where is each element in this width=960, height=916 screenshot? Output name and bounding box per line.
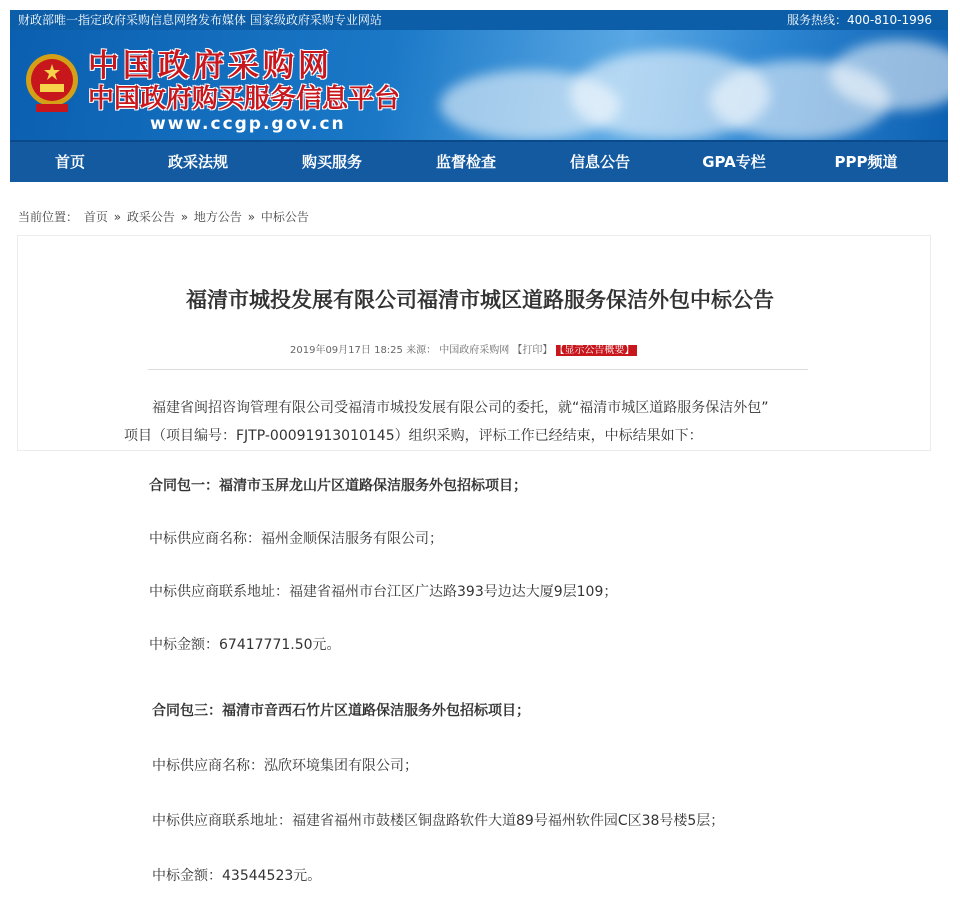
article-meta: [290, 341, 637, 356]
package-1-address: 中标供应商联系地址：福建省福州市台江区广达路393号边达大厦9层109；: [149, 584, 618, 600]
national-emblem-icon: [24, 52, 80, 116]
breadcrumb-separator: »: [247, 210, 256, 224]
nav-item-ppp[interactable]: PPP频道: [834, 153, 898, 171]
package-1-amount: 中标金额：67417771.50元。: [149, 637, 341, 653]
nav-item-gpa[interactable]: GPA专栏: [702, 153, 766, 171]
breadcrumb-prefix: 当前位置：: [18, 210, 79, 224]
article-title: 福清市城投发展有限公司福清市城区道路服务保洁外包中标公告: [186, 288, 774, 312]
service-hotline: 服务热线：400-810-1996: [786, 13, 932, 27]
package-3-supplier: 中标供应商名称：泓欣环境集团有限公司；: [152, 758, 418, 774]
intro-line-2: 项目（项目编号：FJTP-00091913010145）组织采购，评标工作已经结束，中标结果如下：: [124, 428, 703, 444]
title-divider: [148, 369, 808, 370]
breadcrumb: [18, 208, 311, 225]
package-3-amount: 中标金额：43544523元。: [152, 868, 322, 884]
nav-item-supervision[interactable]: 监督检查: [435, 153, 496, 171]
breadcrumb-current[interactable]: 中标公告: [260, 210, 309, 224]
breadcrumb-separator: »: [113, 210, 122, 224]
site-logo-subtitle: 中国政府购买服务信息平台: [88, 84, 401, 114]
breadcrumb-local[interactable]: 地方公告: [193, 210, 242, 224]
package-3-heading: 合同包三：福清市音西石竹片区道路保洁服务外包招标项目；: [152, 703, 530, 719]
top-bar-slogan: 财政部唯一指定政府采购信息网络发布媒体 国家级政府采购专业网站: [18, 13, 382, 27]
site-url[interactable]: www.ccgp.gov.cn: [150, 114, 346, 134]
nav-item-home[interactable]: 首页: [54, 153, 85, 171]
nav-item-announcements[interactable]: 信息公告: [569, 153, 630, 171]
package-3-address: 中标供应商联系地址：福建省福州市鼓楼区铜盘路软件大道89号福州软件园C区38号楼5层；: [152, 813, 725, 829]
article-meta-text: 2019年09月17日 18:25 来源： 中国政府采购网 【打印】: [290, 345, 553, 356]
package-1-supplier: 中标供应商名称：福州金顺保洁服务有限公司；: [149, 531, 443, 547]
show-summary-button[interactable]: 【显示公告概要】: [556, 345, 637, 356]
main-nav: [10, 140, 948, 182]
nav-item-purchase-services[interactable]: 购买服务: [301, 153, 362, 171]
breadcrumb-separator: »: [180, 210, 189, 224]
site-banner: [10, 30, 948, 140]
site-logo-title[interactable]: 中国政府采购网: [88, 48, 333, 84]
intro-line-1: 福建省闽招咨询管理有限公司受福清市城投发展有限公司的委托，就“福清市城区道路服务保洁外包”: [152, 400, 769, 416]
package-1-heading: 合同包一：福清市玉屏龙山片区道路保洁服务外包招标项目；: [149, 478, 527, 494]
top-info-bar: [10, 10, 948, 30]
breadcrumb-home[interactable]: 首页: [83, 210, 108, 224]
nav-item-regulations[interactable]: 政采法规: [167, 153, 228, 171]
breadcrumb-procurement[interactable]: 政采公告: [126, 210, 175, 224]
